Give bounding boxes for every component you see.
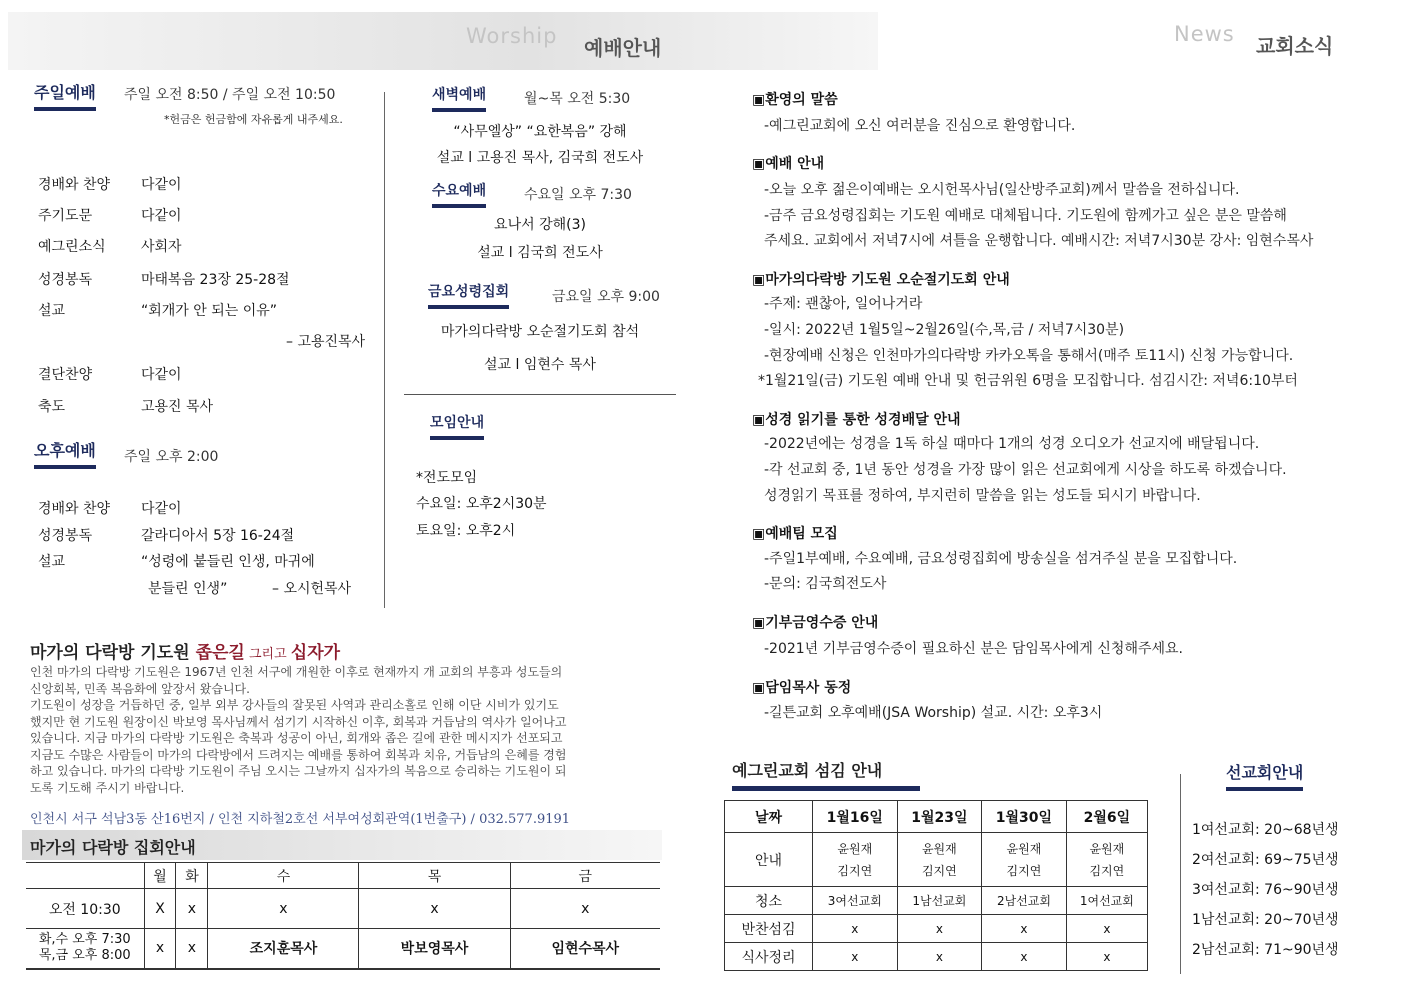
retreat-line: 기도원이 성장을 거듭하던 중, 일부 외부 강사들의 잘못된 사역과 관리소홀로 인해 이단 시비가 있기도: [30, 698, 559, 712]
sunday-service-time: 주일 오전 8:50 / 주일 오전 10:50: [124, 87, 336, 103]
service-cell: x: [982, 943, 1067, 971]
schedule-cell: x: [176, 889, 208, 929]
service-cell: x: [897, 915, 982, 943]
order-label: 설교: [38, 554, 66, 570]
news-heading: ▣마가의다락방 기도원 오순절기도회 안내: [752, 272, 1010, 288]
service-cell: 1남선교회: [897, 887, 982, 915]
mission-item: 3여선교회: 76~90년생: [1192, 882, 1339, 898]
schedule-corner: [26, 863, 144, 889]
service-header: 날짜: [725, 801, 813, 833]
wednesday-service-title: 수요예배: [432, 180, 486, 208]
order-label: 설교: [38, 303, 66, 319]
order-label: 성경봉독: [38, 528, 93, 544]
service-header: 1월30일: [982, 801, 1067, 833]
retreat-line: 인천 마가의 다락방 기도원은 1967년 인천 서구에 개원한 이후로 현재까지 개 교회의 부흥과 성도들의: [30, 665, 563, 679]
schedule-cell: x: [176, 929, 208, 969]
guide-name: 김지연: [1089, 863, 1125, 878]
dawn-line1: “사무엘상” “요한복음” 강해: [453, 124, 627, 140]
afternoon-service-title: 오후예배: [34, 438, 96, 469]
news-en-title: News: [1174, 22, 1235, 46]
schedule-table: [26, 862, 660, 970]
schedule-cell: x: [510, 889, 660, 929]
news-line: -문의: 김국희전도사: [764, 576, 887, 592]
service-cell: x: [1066, 915, 1147, 943]
service-cell: 3여선교회: [813, 887, 898, 915]
meeting-line: *전도모임: [416, 470, 478, 486]
service-header: 1월16일: [813, 801, 898, 833]
guide-name: 윤원재: [1089, 841, 1125, 856]
dawn-service-time: 월~목 오전 5:30: [524, 91, 631, 107]
service-cell: x: [1066, 943, 1147, 971]
wednesday-line1: 요나서 강해(3): [494, 217, 586, 233]
service-table-title: 예그린교회 섬김 안내: [732, 758, 920, 791]
news-line: 주세요. 교회에서 저녁7시에 셔틀을 운행합니다. 예배시간: 저녁7시30분 강사: 임현수목사: [764, 233, 1314, 249]
worship-en-title: Worship: [466, 24, 558, 48]
news-heading: ▣기부금영수증 안내: [752, 615, 879, 631]
order-label: 성경봉독: [38, 272, 93, 288]
order-value: 갈라디아서 5장 16-24절: [141, 528, 295, 544]
schedule-time-evening: [26, 929, 144, 969]
schedule-day: 화: [176, 863, 208, 889]
news-heading: ▣예배 안내: [752, 156, 825, 172]
order-label: 경배와 찬양: [38, 177, 111, 193]
mission-item: 2여선교회: 69~75년생: [1192, 852, 1339, 868]
order-label: 주기도문: [38, 208, 93, 224]
retreat-title-c: 그리고: [244, 647, 291, 662]
news-line: -주일1부예배, 수요예배, 금요성령집회에 방송실을 섬겨주실 분을 모집합니다.: [764, 551, 1238, 567]
schedule-time: 오전 10:30: [48, 901, 121, 918]
service-guide: [897, 833, 982, 887]
service-label: 안내: [725, 833, 813, 887]
retreat-address: 인천시 서구 석남3동 산16번지 / 인천 지하철2호선 서부여성회관역(1번출구) / 032.577.9191: [30, 812, 571, 827]
retreat-title-b: 좁은길: [195, 643, 245, 663]
retreat-line: 신앙회복, 민족 복음화에 앞장서 왔습니다.: [30, 681, 250, 696]
service-header: 2월6일: [1066, 801, 1147, 833]
guide-name: 윤원재: [921, 841, 957, 856]
schedule-cell: 조지훈목사: [208, 929, 359, 969]
schedule-time-line: 목,금 오후 8:00: [38, 948, 131, 964]
order-label: 경배와 찬양: [38, 501, 111, 517]
retreat-line: 했지만 현 기도원 원장이신 박보영 목사님께서 섬기기 시작하신 이후, 회복과 거듭남의 역사가 일어나고: [30, 714, 567, 729]
retreat-line: 도록 기도해 주시기 바랍니다.: [30, 780, 185, 795]
news-ko-title: 교회소식: [1256, 34, 1334, 58]
schedule-day: 목: [359, 863, 510, 889]
friday-service-title: 금요성령집회: [428, 281, 509, 309]
service-guide: [982, 833, 1067, 887]
dawn-service-title: 새벽예배: [432, 84, 486, 112]
retreat-line: 지금도 수많은 사람들이 마가의 다락방에서 드려지는 예배를 통하여 회복과 치유, 거듭남의 은혜를 경험: [30, 747, 567, 762]
meeting-line: 수요일: 오후2시30분: [416, 496, 547, 512]
order-value: 다같이: [141, 501, 182, 517]
meeting-title: 모임안내: [430, 412, 484, 440]
service-cell: x: [813, 943, 898, 971]
afternoon-sermon-line2: 분들린 인생”: [148, 581, 228, 597]
news-line: -2021년 기부금영수증이 필요하신 분은 담임목사에게 신청해주세요.: [764, 641, 1184, 657]
mission-title: 선교회안내: [1226, 760, 1303, 791]
wednesday-service-time: 수요일 오후 7:30: [524, 187, 632, 203]
schedule-time-line: 화,수 오후 7:30: [38, 932, 131, 948]
news-heading: ▣환영의 말씀: [752, 92, 838, 108]
schedule-cell: x: [144, 929, 176, 969]
guide-name: 윤원재: [837, 841, 873, 856]
news-heading: ▣예배팀 모집: [752, 526, 838, 542]
service-guide: [1066, 833, 1147, 887]
worship-ko-title: 예배안내: [584, 36, 662, 60]
service-label: 청소: [725, 887, 813, 915]
news-line: -예그린교회에 오신 여러분을 진심으로 환영합니다.: [764, 118, 1076, 134]
news-line: -오늘 오후 젊은이예배는 오시헌목사님(일산방주교회)께서 말씀을 전하십니다.: [764, 182, 1240, 198]
retreat-line: 있습니다. 지금 마가의 다락방 기도원은 축복과 성공이 아닌, 회개와 좁은 길에 관한 메시지가 선포되고: [30, 731, 563, 745]
retreat-line: 하고 있습니다. 마가의 다락방 기도원이 주님 오시는 그날까지 십자가의 복음으로 승리하는 기도원이 되: [30, 764, 567, 778]
order-value: “성령에 붙들린 인생, 마귀에: [141, 554, 315, 570]
guide-name: 김지연: [1006, 863, 1042, 878]
order-value: 사회자: [141, 239, 182, 255]
friday-line1: 마가의다락방 오순절기도회 참석: [440, 324, 640, 340]
column-divider: [384, 92, 385, 608]
schedule-cell: 임현수목사: [510, 929, 660, 969]
schedule-day: 금: [510, 863, 660, 889]
friday-service-time: 금요일 오후 9:00: [552, 289, 660, 305]
schedule-cell: x: [208, 889, 359, 929]
service-cell: 2남선교회: [982, 887, 1067, 915]
service-table: [724, 800, 1148, 971]
guide-name: 윤원재: [1006, 841, 1042, 856]
guide-name: 김지연: [837, 863, 873, 878]
news-line: *1월21일(금) 기도원 예배 안내 및 헌금위원 6명을 모집합니다. 섬김시간: 저녁6:10부터: [758, 373, 1298, 389]
order-value: 고용진 목사: [141, 399, 214, 415]
schedule-day: 월: [144, 863, 176, 889]
retreat-title-a: 마가의 다락방 기도원: [30, 643, 196, 663]
order-value: 다같이: [141, 177, 182, 193]
afternoon-preacher: – 오시헌목사: [272, 581, 352, 597]
header-band: [8, 12, 878, 70]
order-label: 예그린소식: [38, 239, 106, 255]
guide-name: 김지연: [921, 863, 957, 878]
order-label: 결단찬양: [38, 367, 93, 383]
news-line: -길튼교회 오후예배(JSA Worship) 설교. 시간: 오후3시: [764, 705, 1103, 721]
news-line: -현장예배 신청은 인천마가의다락방 카카오톡을 통해서(매주 토11시) 신청 가능합니다.: [764, 348, 1294, 364]
schedule-title: 마가의 다락방 집회안내: [30, 838, 196, 857]
news-line: -2022년에는 성경을 1독 하실 때마다 1개의 성경 오디오가 선교지에 배달됩니다.: [764, 436, 1260, 452]
afternoon-service-time: 주일 오후 2:00: [124, 449, 219, 465]
service-cell: x: [897, 943, 982, 971]
friday-line2: 설교 l 임현수 목사: [484, 357, 596, 373]
mission-item: 1여선교회: 20~68년생: [1192, 822, 1339, 838]
retreat-title: [30, 638, 340, 663]
schedule-cell: 박보영목사: [359, 929, 510, 969]
schedule-cell: x: [359, 889, 510, 929]
schedule-cell: X: [144, 889, 176, 929]
news-line: -일시: 2022년 1월5일~2월26일(수,목,금 / 저녁7시30분): [764, 322, 1125, 338]
service-guide: [813, 833, 898, 887]
service-header: 1월23일: [897, 801, 982, 833]
section-divider: [404, 394, 676, 395]
retreat-body: [30, 664, 670, 796]
service-label: 식사정리: [725, 943, 813, 971]
dawn-line2: 설교 l 고용진 목사, 김국희 전도사: [436, 150, 644, 166]
service-cell: 1여선교회: [1066, 887, 1147, 915]
mission-item: 2남선교회: 71~90년생: [1192, 942, 1339, 958]
mission-item: 1남선교회: 20~70년생: [1192, 912, 1339, 928]
news-heading: ▣성경 읽기를 통한 성경배달 안내: [752, 412, 961, 428]
news-line: -금주 금요성령집회는 기도원 예배로 대체됩니다. 기도원에 함께가고 싶은 분은 말씀해: [764, 208, 1287, 224]
service-cell: x: [982, 915, 1067, 943]
sunday-preacher: – 고용진목사: [286, 334, 366, 350]
news-line: -각 선교회 중, 1년 동안 성경을 가장 많이 읽은 선교회에게 시상을 하도록 하겠습니다.: [764, 462, 1287, 478]
schedule-day: 수: [208, 863, 359, 889]
news-line: 성경읽기 목표를 정하여, 부지런히 말씀을 읽는 성도들 되시기 바랍니다.: [764, 488, 1201, 504]
retreat-title-d: 십자가: [290, 643, 341, 663]
mission-divider: [1180, 774, 1181, 974]
meeting-line: 토요일: 오후2시: [416, 523, 516, 539]
sunday-service-title: 주일예배: [34, 80, 96, 111]
order-value: 다같이: [141, 367, 182, 383]
offering-note: *헌금은 헌금함에 자유롭게 내주세요.: [164, 113, 343, 126]
news-heading: ▣담임목사 동정: [752, 680, 852, 696]
order-value: 마태복음 23장 25-28절: [141, 272, 290, 288]
service-label: 반찬섬김: [725, 915, 813, 943]
news-line: -주제: 괜찮아, 일어나거라: [764, 296, 923, 312]
order-value: “회개가 안 되는 이유”: [141, 303, 278, 319]
wednesday-line2: 설교 l 김국희 전도사: [477, 245, 603, 261]
order-value: 다같이: [141, 208, 182, 224]
order-label: 축도: [38, 399, 66, 415]
service-cell: x: [813, 915, 898, 943]
